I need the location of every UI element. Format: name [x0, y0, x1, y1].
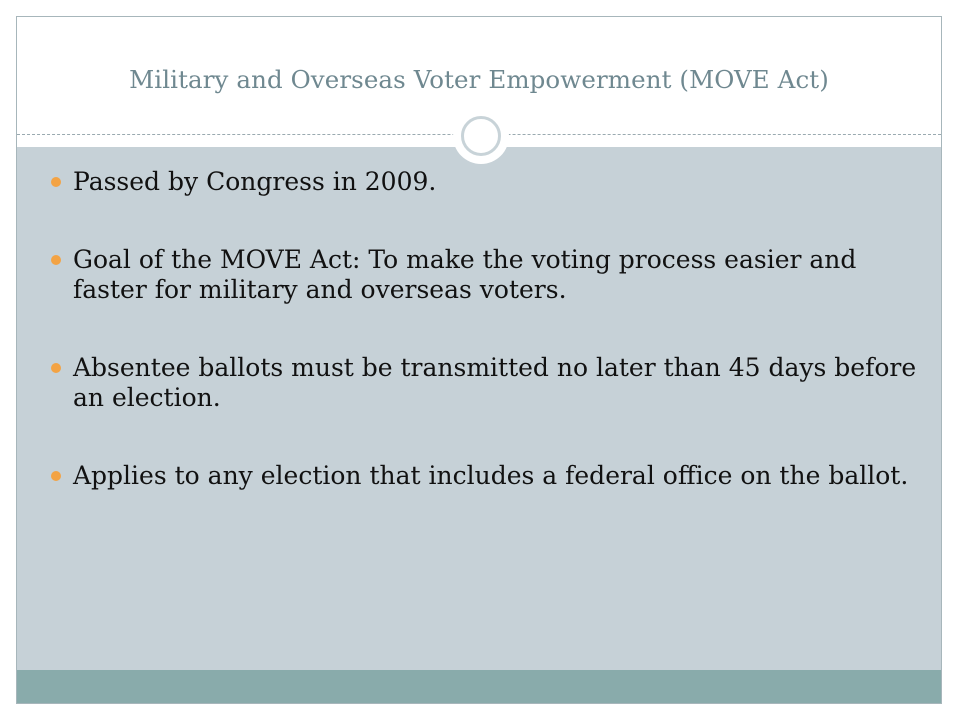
bullet-dot-icon	[51, 177, 61, 187]
list-item	[49, 461, 929, 491]
bullet-text: Absentee ballots must be transmitted no later than 45 days before an election.	[73, 353, 917, 412]
list-item	[49, 245, 929, 305]
slide	[16, 16, 942, 704]
circle-ring-icon	[461, 116, 501, 156]
list-item	[49, 353, 929, 413]
footer-band	[17, 670, 941, 703]
bullet-dot-icon	[51, 255, 61, 265]
bullet-dot-icon	[51, 471, 61, 481]
list-item	[49, 167, 929, 197]
bullet-text: Goal of the MOVE Act: To make the voting process easier and faster for military and overseas voters.	[73, 245, 857, 304]
bullet-dot-icon	[51, 363, 61, 373]
bullet-text: Applies to any election that includes a federal office on the ballot.	[73, 461, 909, 490]
slide-title: Military and Overseas Voter Empowerment (MOVE Act)	[129, 65, 829, 94]
bullet-list	[49, 167, 929, 539]
bullet-text: Passed by Congress in 2009.	[73, 167, 437, 196]
circle-ornament-icon	[453, 108, 509, 164]
